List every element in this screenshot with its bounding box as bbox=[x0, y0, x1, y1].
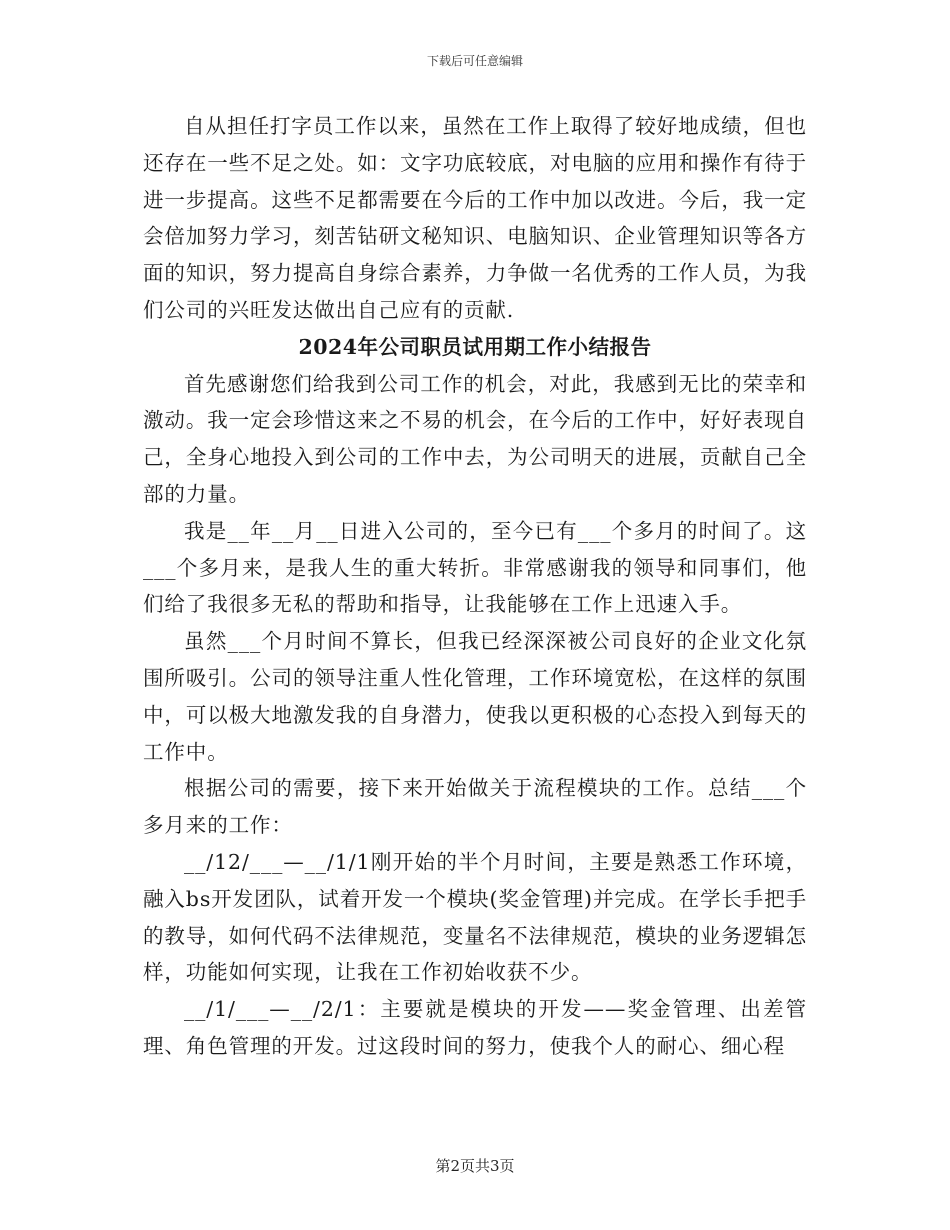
paragraph-thanks: 首先感谢您们给我到公司工作的机会，对此，我感到无比的荣幸和激动。我一定会珍惜这来之不易的机会，在今后的工作中，好好表现自己，全身心地投入到公司的工作中去，为公司明天的进展，贡献自己全部的力量。 bbox=[143, 371, 807, 506]
paragraph-entry-date: 我是__年__月__日进入公司的，至今已有___个多月的时间了。这___个多月来，是我人生的重大转折。非常感谢我的领导和同事们，他们给了我很多无私的帮助和指导，让我能够在工作上迅速入手。 bbox=[143, 518, 807, 617]
page-number: 第2页共3页 bbox=[435, 1157, 515, 1175]
paragraph-company-culture: 虽然___个月时间不算长，但我已经深深被公司良好的企业文化氛围所吸引。公司的领导注重人性化管理，工作环境宽松，在这样的氛围中，可以极大地激发我的自身潜力，使我以更积极的心态投入到每天的工作中。 bbox=[143, 629, 807, 764]
paragraph-period-two: __/1/___—__/2/1：主要就是模块的开发——奖金管理、出差管理、角色管理的开发。过这段时间的努力，使我个人的耐心、细心程 bbox=[143, 997, 807, 1058]
paragraph-period-one: __/12/___—__/1/1刚开始的半个月时间，主要是熟悉工作环境，融入bs开发团队，试着开发一个模块(奖金管理)并完成。在学长手把手的教导，如何代码不法律规范，变量名不法律规范，模块的业务逻辑怎样，功能如何实现，让我在工作初始收获不少。 bbox=[143, 849, 807, 985]
paragraph-work-summary-intro: 根据公司的需要，接下来开始做关于流程模块的工作。总结___个多月来的工作： bbox=[143, 776, 807, 838]
section-title: 2024年公司职员试用期工作小结报告 bbox=[298, 334, 652, 359]
paragraph-closing-summary: 自从担任打字员工作以来，虽然在工作上取得了较好地成绩，但也还存在一些不足之处。如：文字功底较底，对电脑的应用和操作有待于进一步提高。这些不足都需要在今后的工作中加以改进。今后，我一定会倍加努力学习，刻苦钻研文秘知识、电脑知识、企业管理知识等各方面的知识，努力提高自身综合素养，力争做一名优秀的工作人员，为我们公司的兴旺发达做出自己应有的贡献. bbox=[143, 114, 807, 322]
page-header: 下载后可任意编辑 bbox=[426, 54, 523, 68]
document-body bbox=[143, 108, 807, 1065]
